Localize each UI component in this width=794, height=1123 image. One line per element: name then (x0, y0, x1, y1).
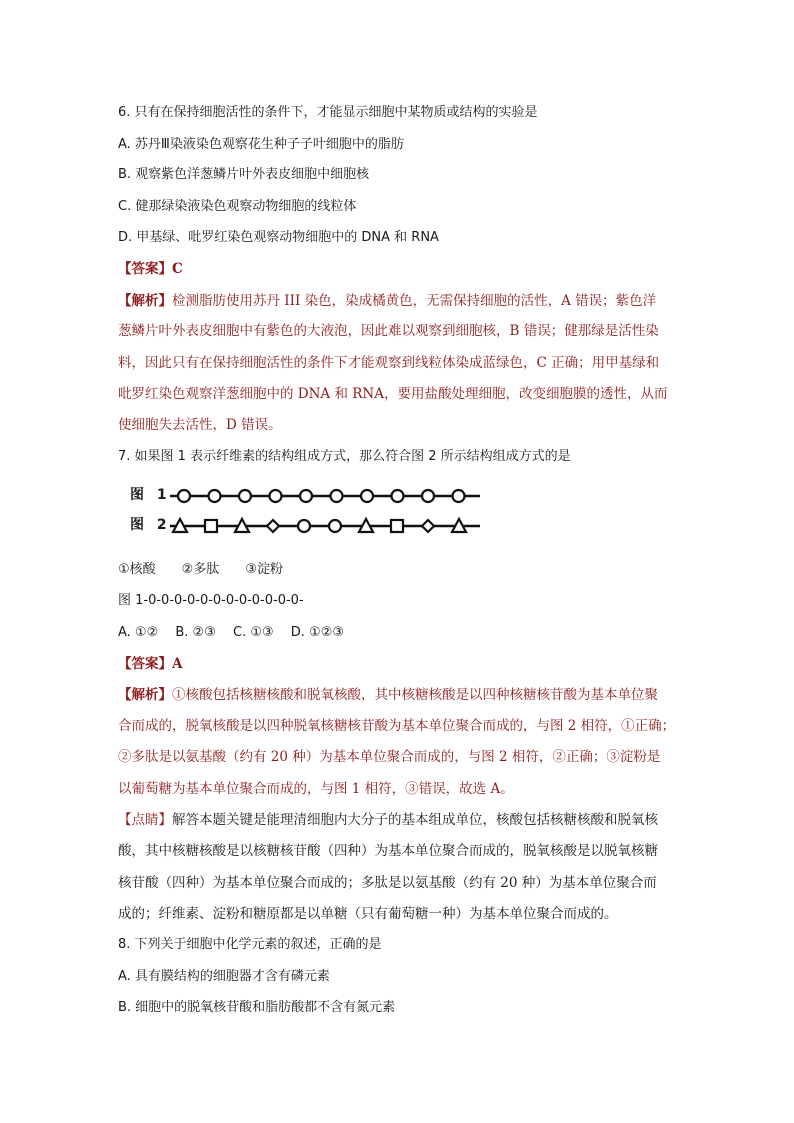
q6-analysis-line-3: 料，因此只有在保持细胞活性的条件下才能观察到线粒体染成蓝绿色，C 正确；用甲基绿和 (118, 355, 660, 371)
answer-value: A (172, 656, 183, 672)
q8-option-a: A. 具有膜结构的细胞器才含有磷元素 (118, 969, 330, 984)
square-unit (391, 520, 403, 532)
q7-analysis-line-2: 合而成的，脱氧核酸是以四种脱氧核糖核苷酸为基本单位聚合而成的，与图 2 相符，①正确； (118, 718, 676, 734)
circle-unit (209, 490, 221, 502)
q7-comment-line-3: 核苷酸（四种）为基本单位聚合而成的；多肽是以氨基酸（约有 20 种）为基本单位聚合而 (118, 875, 657, 891)
circle-unit (178, 490, 190, 502)
q6-option-b: B. 观察紫色洋葱鳞片叶外表皮细胞中细胞核 (118, 167, 370, 182)
q6-option-c: C. 健那绿染液染色观察动物细胞的线粒体 (118, 199, 357, 214)
q7-choices: ①核酸 ②多肽 ③淀粉 (118, 562, 283, 577)
q7-comment-line-4: 成的；纤维素、淀粉和糖原都是以单糖（只有葡萄糖一种）为基本单位聚合而成的。 (118, 906, 618, 922)
q7-options: A. ①② B. ②③ C. ①③ D. ①②③ (118, 625, 345, 640)
q6-answer (118, 260, 183, 278)
diamond-unit (422, 520, 434, 532)
q7-answer (118, 655, 182, 673)
figure-2-label: 图 2 (130, 517, 171, 533)
circle-unit (298, 520, 310, 532)
q8-option-b: B. 细胞中的脱氧核苷酸和脂肪酸都不含有氮元素 (118, 1000, 396, 1015)
figure-2-row (118, 514, 498, 538)
q7-figure-text: 图 1-0-0-0-0-0-0-0-0-0-0-0-0- (118, 593, 304, 608)
q6-option-a: A. 苏丹Ⅲ染液染色观察花生种子子叶细胞中的脂肪 (118, 137, 404, 152)
q7-analysis-line-3: ②多肽是以氨基酸（约有 20 种）为基本单位聚合而成的，与图 2 相符，②正确；③淀粉是 (118, 749, 661, 765)
q7-analysis-line-1 (118, 686, 658, 704)
circle-unit (361, 490, 373, 502)
figure-2-chain (168, 516, 484, 536)
comment-text: 解答本题关键是能理清细胞内大分子的基本组成单位，核酸包括核糖核酸和脱氧核 (172, 812, 658, 828)
answer-value: C (172, 261, 183, 277)
figure-1-label: 图 1 (130, 487, 171, 503)
q8-stem: 8. 下列关于细胞中化学元素的叙述，正确的是 (118, 937, 382, 952)
circle-unit (239, 490, 251, 502)
analysis-text: 检测脂肪使用苏丹 III 染色，染成橘黄色，无需保持细胞的活性，A 错误；紫色洋 (172, 293, 657, 309)
figure-1-row (118, 484, 498, 508)
q7-comment-line-2: 酸，其中核糖核酸是以核糖核苷酸（四种）为基本单位聚合而成的，脱氧核酸是以脱氧核糖 (118, 843, 658, 859)
analysis-tag: 【解析】 (118, 293, 172, 309)
q6-analysis-line-5: 使细胞失去活性，D 错误。 (118, 417, 282, 433)
answer-tag: 【答案】 (118, 261, 172, 277)
q6-analysis-line-1 (118, 292, 656, 310)
q7-stem: 7. 如果图 1 表示纤维素的结构组成方式，那么符合图 2 所示结构组成方式的是 (118, 449, 571, 464)
figure-1-chain (168, 486, 484, 506)
answer-tag: 【答案】 (118, 656, 172, 672)
q7-comment-line-1 (118, 811, 658, 829)
circle-unit (300, 490, 312, 502)
analysis-text: ①核酸包括核糖核酸和脱氧核酸，其中核糖核酸是以四种核糖核苷酸为基本单位聚 (172, 687, 658, 703)
circle-unit (392, 490, 404, 502)
q6-option-d: D. 甲基绿、吡罗红染色观察动物细胞中的 DNA 和 RNA (118, 230, 439, 245)
circle-unit (329, 520, 341, 532)
circle-unit (331, 490, 343, 502)
q7-analysis-line-4: 以葡萄糖为基本单位聚合而成的，与图 1 相符，③错误，故选 A。 (118, 781, 514, 797)
q6-analysis-line-2: 葱鳞片叶外表皮细胞中有紫色的大液泡，因此难以观察到细胞核，B 错误；健那绿是活性染 (118, 323, 659, 339)
square-unit (205, 520, 217, 532)
circle-unit (270, 490, 282, 502)
analysis-tag: 【解析】 (118, 687, 172, 703)
circle-unit (453, 490, 465, 502)
circle-unit (422, 490, 434, 502)
q6-analysis-line-4: 吡罗红染色观察洋葱细胞中的 DNA 和 RNA，要用盐酸处理细胞，改变细胞膜的透性，从而 (118, 386, 668, 402)
comment-tag: 【点睛】 (118, 812, 172, 828)
q6-stem: 6. 只有在保持细胞活性的条件下，才能显示细胞中某物质或结构的实验是 (118, 105, 538, 120)
diamond-unit (267, 520, 279, 532)
